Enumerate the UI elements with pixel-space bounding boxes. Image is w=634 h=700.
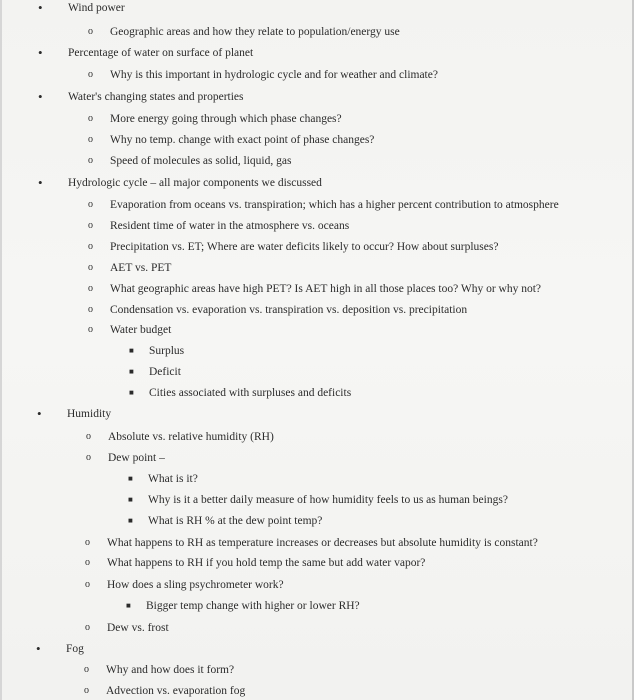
- square-bullet-icon: ■: [129, 388, 134, 397]
- circle-bullet-icon: o: [88, 26, 93, 37]
- circle-bullet-icon: o: [88, 155, 93, 166]
- circle-bullet-icon: o: [84, 685, 89, 696]
- disc-bullet-icon: •: [38, 45, 43, 60]
- square-bullet-icon: ■: [129, 346, 134, 355]
- list-item: o Dew vs. frost: [85, 622, 169, 634]
- list-item: ■ What is RH % at the dew point temp?: [128, 515, 323, 527]
- circle-bullet-icon: o: [88, 241, 93, 252]
- circle-bullet-icon: o: [88, 220, 93, 231]
- list-item: • Wind power: [38, 0, 125, 15]
- circle-bullet-icon: o: [88, 113, 93, 124]
- square-bullet-icon: ■: [128, 516, 133, 525]
- list-item: ■ What is it?: [128, 473, 198, 485]
- list-item: • Humidity: [37, 406, 112, 421]
- list-item: ■ Bigger temp change with higher or lower RH?: [126, 600, 360, 612]
- list-item: ■ Why is it a better daily measure of how humidity feels to us as human beings?: [128, 494, 508, 506]
- disc-bullet-icon: •: [38, 0, 43, 15]
- list-item: o Absolute vs. relative humidity (RH): [86, 431, 274, 443]
- list-item: o Advection vs. evaporation fog: [84, 685, 246, 697]
- circle-bullet-icon: o: [88, 304, 93, 315]
- disc-bullet-icon: •: [36, 641, 41, 656]
- circle-bullet-icon: o: [88, 134, 93, 145]
- circle-bullet-icon: o: [86, 431, 91, 442]
- disc-bullet-icon: •: [37, 406, 42, 421]
- circle-bullet-icon: o: [85, 557, 90, 568]
- list-item: o More energy going through which phase changes?: [88, 113, 342, 125]
- circle-bullet-icon: o: [85, 622, 90, 633]
- list-item: ■ Surplus: [129, 345, 185, 357]
- list-item: ■ Deficit: [129, 366, 181, 378]
- list-item: o Water budget: [88, 324, 172, 336]
- list-item: o Condensation vs. evaporation vs. transpiration vs. deposition vs. precipitation: [88, 304, 468, 316]
- list-item: • Hydrologic cycle – all major components we discussed: [38, 175, 322, 190]
- circle-bullet-icon: o: [86, 452, 91, 463]
- square-bullet-icon: ■: [126, 601, 131, 610]
- square-bullet-icon: ■: [128, 495, 133, 504]
- list-item: • Fog: [36, 641, 84, 656]
- square-bullet-icon: ■: [128, 474, 133, 483]
- list-item: o Precipitation vs. ET; Where are water deficits likely to occur? How about surpluses?: [88, 241, 499, 253]
- list-item: o Dew point –: [86, 452, 165, 464]
- circle-bullet-icon: o: [85, 537, 90, 548]
- square-bullet-icon: ■: [129, 367, 134, 376]
- page-left-edge: [0, 0, 2, 700]
- list-item: o What geographic areas have high PET? Is AET high in all those places too? Why or why not?: [88, 283, 542, 295]
- list-item: o Resident time of water in the atmosphere vs. oceans: [88, 220, 350, 232]
- circle-bullet-icon: o: [88, 199, 93, 210]
- circle-bullet-icon: o: [88, 262, 93, 273]
- circle-bullet-icon: o: [85, 579, 90, 590]
- list-item: o Why is this important in hydrologic cycle and for weather and climate?: [88, 69, 438, 81]
- disc-bullet-icon: •: [38, 175, 43, 190]
- list-item: o Speed of molecules as solid, liquid, gas: [88, 155, 292, 167]
- list-item: • Percentage of water on surface of planet: [38, 45, 254, 60]
- list-item: o Why no temp. change with exact point of phase changes?: [88, 134, 375, 146]
- list-item: o How does a sling psychrometer work?: [85, 579, 284, 591]
- list-item: o Geographic areas and how they relate to population/energy use: [88, 26, 400, 38]
- list-item: o Evaporation from oceans vs. transpiration; which has a higher percent contribution to atmosphere: [88, 199, 559, 211]
- list-item: o What happens to RH if you hold temp the same but add water vapor?: [85, 557, 426, 569]
- circle-bullet-icon: o: [84, 664, 89, 675]
- circle-bullet-icon: o: [88, 324, 93, 335]
- list-item: o Why and how does it form?: [84, 664, 235, 676]
- list-item: ■ Cities associated with surpluses and deficits: [129, 387, 352, 399]
- list-item: • Water's changing states and properties: [38, 89, 244, 104]
- circle-bullet-icon: o: [88, 69, 93, 80]
- disc-bullet-icon: •: [38, 89, 43, 104]
- list-item: o What happens to RH as temperature increases or decreases but absolute humidity is constant?: [85, 537, 538, 549]
- circle-bullet-icon: o: [88, 283, 93, 294]
- list-item: o AET vs. PET: [88, 262, 172, 274]
